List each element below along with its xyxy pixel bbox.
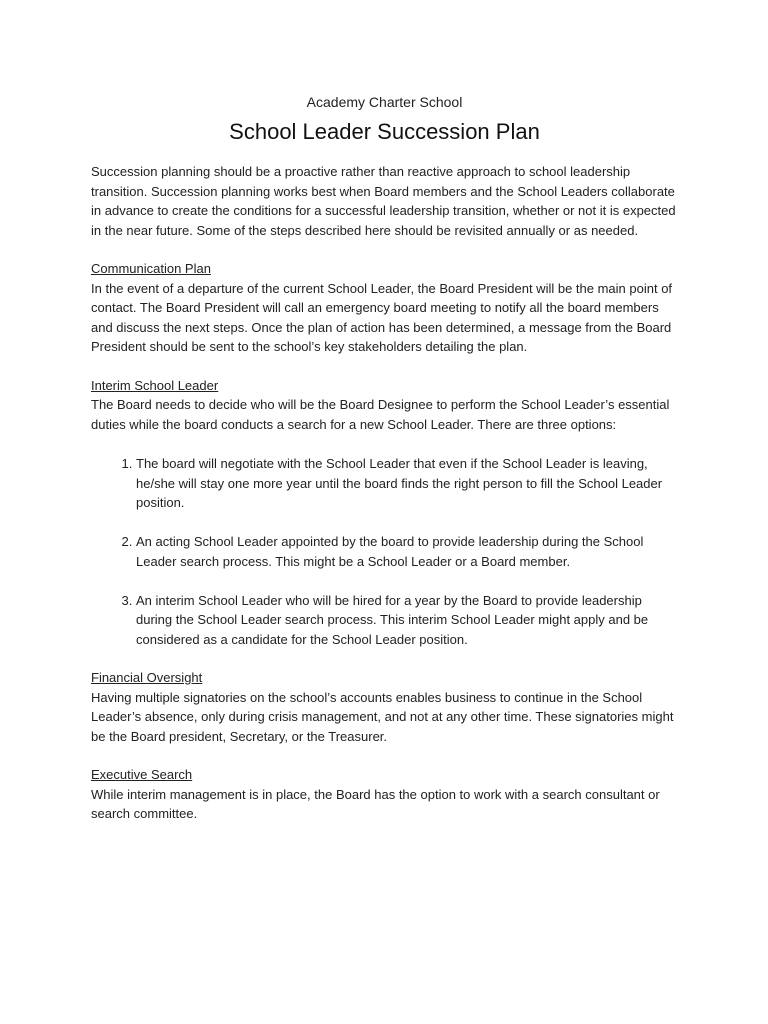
options-list <box>91 454 678 649</box>
section-executive-search <box>91 765 678 824</box>
section-financial-oversight <box>91 668 678 746</box>
document-title: School Leader Succession Plan <box>229 119 540 144</box>
section-heading: Financial Oversight <box>91 670 203 685</box>
intro-paragraph: Succession planning should be a proactive rather than reactive approach to school leadership transition. Succession planning works best when Board members and the School Leaders collaborate in advance to create the conditions for a successful leadership transition, whether or not it is expected in the near future. Some of the steps described here should be revisited annually or as needed. <box>91 164 676 238</box>
list-item: 3. An interim School Leader who will be hired for a year by the Board to provide leadership during the School Leader search process. This interim School Leader might apply and be considered as a candidate for the School Leader position. <box>136 591 678 650</box>
section-body: The Board needs to decide who will be the Board Designee to perform the School Leader’s essential duties while the board conducts a search for a new School Leader. There are three options: <box>91 397 670 432</box>
organization-name: Academy Charter School <box>306 94 463 110</box>
list-item: 2. An acting School Leader appointed by the board to provide leadership during the School Leader search process. This might be a School Leader or a Board member. <box>136 532 678 571</box>
section-heading: Interim School Leader <box>91 377 219 393</box>
section-interim-school-leader <box>91 376 678 650</box>
section-body: Having multiple signatories on the school’s accounts enables business to continue in the School Leader’s absence, only during crisis management, and not at any other time. These signatories might be the Board president, Secretary, or the Treasurer. <box>91 689 674 744</box>
section-body: While interim management is in place, the Board has the option to work with a search consultant or search committee. <box>91 786 660 821</box>
list-item: 1. The board will negotiate with the School Leader that even if the School Leader is leaving, he/she will stay one more year until the board finds the right person to fill the School Leader position. <box>136 454 678 513</box>
section-heading: Executive Search <box>91 767 193 782</box>
section-communication-plan <box>91 259 678 357</box>
section-heading: Communication Plan <box>91 261 211 276</box>
section-body: In the event of a departure of the current School Leader, the Board President will be the main point of contact. The Board President will call an emergency board meeting to notify all the board members and discuss the next steps. Once the plan of action has been determined, a message from the Board President should be sent to the school’s key stakeholders detailing the plan. <box>91 280 673 354</box>
